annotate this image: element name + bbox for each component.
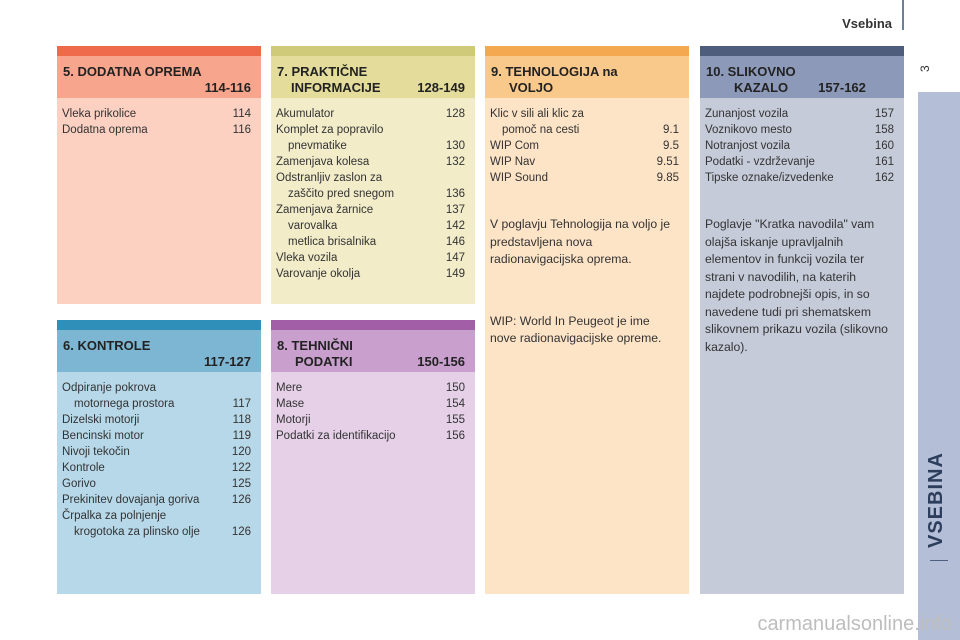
toc-page: 130 — [445, 140, 465, 152]
page-header-title: Vsebina — [842, 16, 892, 31]
toc-label: Mere — [276, 382, 303, 394]
toc-page: 147 — [445, 252, 465, 264]
toc-page — [439, 170, 465, 186]
section-9-header — [485, 56, 689, 98]
toc-label: Črpalka za polnjenje — [62, 510, 167, 522]
section-7 — [271, 46, 475, 304]
section-9-title-line1: 9. TEHNOLOGIJA na — [491, 64, 618, 79]
section-10-header — [700, 56, 904, 98]
toc-page: 9.85 — [656, 172, 679, 184]
section-5-pages: 114-116 — [204, 80, 251, 95]
toc-page: 114 — [232, 108, 251, 120]
toc-entry[interactable] — [62, 380, 251, 396]
side-tab-label: VSEBINA — [925, 452, 947, 548]
toc-label: Nivoji tekočin — [62, 446, 130, 458]
toc-label: Odstranljiv zaslon za — [276, 172, 383, 184]
toc-page: 126 — [231, 526, 251, 538]
toc-label: metlica brisalnika — [288, 236, 377, 248]
toc-label: Tipske oznake/izvedenke — [705, 172, 834, 184]
toc-entry[interactable] — [490, 106, 679, 122]
toc-entry[interactable] — [490, 122, 679, 138]
section-10 — [700, 46, 904, 594]
toc-label: Dodatna oprema — [62, 124, 148, 136]
section-7-pages: 128-149 — [417, 80, 465, 95]
section-6-bar — [57, 320, 261, 330]
toc-page: 136 — [445, 188, 465, 200]
toc-entry[interactable] — [276, 250, 465, 266]
toc-page: 119 — [232, 430, 251, 442]
toc-entry[interactable] — [276, 138, 465, 154]
toc-page: 137 — [445, 204, 465, 216]
toc-entry[interactable] — [62, 444, 251, 460]
toc-entry[interactable] — [705, 122, 894, 138]
toc-label: Zamenjava žarnice — [276, 204, 374, 216]
toc-page: 154 — [445, 398, 465, 410]
toc-page — [225, 380, 251, 396]
toc-label: Odpiranje pokrova — [62, 382, 156, 394]
section-7-bar — [271, 46, 475, 56]
section-10-body — [700, 98, 904, 594]
toc-entry[interactable] — [276, 122, 465, 138]
side-tab-tick — [930, 560, 948, 561]
section-8-body — [271, 372, 475, 594]
toc-page: 162 — [874, 172, 894, 184]
section-8 — [271, 320, 475, 594]
toc-entry[interactable] — [276, 266, 465, 282]
toc-entry[interactable] — [705, 170, 894, 186]
toc-label: Dizelski motorji — [62, 414, 140, 426]
toc-label: pomoč na cesti — [502, 124, 580, 136]
toc-entry[interactable] — [705, 138, 894, 154]
toc-entry[interactable] — [276, 154, 465, 170]
section-7-body — [271, 98, 475, 304]
toc-label: Kontrole — [62, 462, 105, 474]
toc-label: Prekinitev dovajanja goriva — [62, 494, 200, 506]
toc-page: 157 — [874, 108, 894, 120]
section-9-bar — [485, 46, 689, 56]
section-9-title-line2: VOLJO — [509, 80, 554, 95]
section-8-pages: 150-156 — [417, 354, 465, 369]
toc-page: 161 — [874, 156, 894, 168]
toc-page: 158 — [874, 124, 894, 136]
toc-label: WIP Nav — [490, 156, 536, 168]
toc-entry[interactable] — [62, 412, 251, 428]
toc-label: Podatki za identifikacijo — [276, 430, 396, 442]
section-9-paragraph-1: V poglavju Tehnologija na voljo je predstavljena nova radionavigacijska oprema. — [490, 217, 671, 266]
toc-page: 120 — [231, 446, 251, 458]
toc-entry[interactable] — [276, 428, 465, 444]
toc-label: Mase — [276, 398, 305, 410]
toc-label: Vleka prikolice — [62, 108, 137, 120]
toc-label: Zamenjava kolesa — [276, 156, 370, 168]
toc-entry[interactable] — [62, 492, 251, 508]
toc-page — [439, 122, 465, 138]
toc-page: 9.51 — [656, 156, 679, 168]
section-5-title: 5. DODATNA OPREMA — [63, 64, 202, 79]
toc-page: 9.5 — [663, 140, 679, 152]
section-7-title-line2: INFORMACIJE — [291, 80, 381, 95]
toc-page: 150 — [445, 382, 465, 394]
toc-entry[interactable] — [705, 106, 894, 122]
section-5 — [57, 46, 261, 304]
toc-label: pnevmatike — [288, 140, 347, 152]
toc-page: 118 — [232, 414, 251, 426]
section-6-body — [57, 372, 261, 594]
toc-label: Bencinski motor — [62, 430, 144, 442]
section-6-header — [57, 330, 261, 372]
toc-page: 155 — [445, 414, 465, 426]
toc-label: Varovanje okolja — [276, 268, 361, 280]
toc-entry[interactable] — [62, 396, 251, 412]
toc-page: 122 — [231, 462, 251, 474]
toc-label: Notranjost vozila — [705, 140, 791, 152]
toc-page: 126 — [231, 494, 251, 506]
toc-label: Akumulator — [276, 108, 335, 120]
section-7-title-line1: 7. PRAKTIČNE — [277, 64, 368, 79]
header-rule — [902, 0, 904, 30]
toc-entry[interactable] — [276, 234, 465, 250]
toc-label: varovalka — [288, 220, 338, 232]
toc-entry[interactable] — [276, 202, 465, 218]
section-5-header — [57, 56, 261, 98]
section-9 — [485, 46, 689, 594]
section-8-header — [271, 330, 475, 372]
toc-entry[interactable] — [490, 170, 679, 186]
toc-entry[interactable] — [62, 476, 251, 492]
page-number: 3 — [918, 65, 932, 72]
toc-entry[interactable] — [276, 396, 465, 412]
toc-page — [653, 106, 679, 122]
toc-label: Komplet za popravilo — [276, 124, 384, 136]
toc-entry[interactable] — [276, 106, 465, 122]
toc-page: 125 — [231, 478, 251, 490]
toc-page: 9.1 — [663, 124, 679, 136]
section-6-pages: 117-127 — [204, 354, 251, 369]
side-tab-label-wrap — [918, 452, 960, 558]
toc-label: motornega prostora — [74, 398, 175, 410]
toc-page: 116 — [232, 124, 251, 136]
section-9-paragraph-2: WIP: World In Peugeot je ime nove radionavigacijske opreme. — [490, 313, 662, 345]
toc-entry[interactable] — [62, 524, 251, 540]
toc-label: Voznikovo mesto — [705, 124, 792, 136]
toc-entry[interactable] — [276, 380, 465, 396]
section-10-title-line2: KAZALO — [734, 80, 789, 95]
toc-entry[interactable] — [705, 154, 894, 170]
toc-label: WIP Com — [490, 140, 539, 152]
toc-entry[interactable] — [276, 412, 465, 428]
section-6-title: 6. KONTROLE — [63, 338, 151, 353]
toc-entry[interactable] — [62, 428, 251, 444]
toc-page: 146 — [445, 236, 465, 248]
section-5-bar — [57, 46, 261, 56]
toc-page: 117 — [232, 398, 251, 410]
toc-label: Gorivo — [62, 478, 96, 490]
section-8-title-line2: PODATKI — [295, 354, 353, 369]
toc-entry[interactable] — [62, 122, 251, 138]
section-7-header — [271, 56, 475, 98]
toc-page: 132 — [445, 156, 465, 168]
watermark: carmanualsonline.info — [757, 613, 952, 635]
section-10-bar — [700, 46, 904, 56]
toc-page: 156 — [445, 430, 465, 442]
section-10-title-line1: 10. SLIKOVNO — [706, 64, 796, 79]
section-5-body — [57, 98, 261, 304]
section-8-bar — [271, 320, 475, 330]
toc-page: 128 — [445, 108, 465, 120]
toc-entry[interactable] — [62, 106, 251, 122]
toc-page — [225, 508, 251, 524]
section-9-body — [485, 98, 689, 594]
section-6 — [57, 320, 261, 594]
toc-entry[interactable] — [276, 218, 465, 234]
section-10-pages: 157-162 — [818, 80, 866, 95]
toc-label: Klic v sili ali klic za — [490, 108, 584, 120]
toc-entry[interactable] — [62, 508, 251, 524]
toc-label: Vleka vozila — [276, 252, 338, 264]
toc-entry[interactable] — [490, 154, 679, 170]
toc-page: 149 — [445, 268, 465, 280]
section-10-paragraph: Poglavje "Kratka navodila" vam olajša iskanje upravljalnih elementov in funkcij vozila ter strani v navodilih, na katerih najdete podrobnejši opis, in so navedene tudi pri shematskem slikovnem prikazu vozila (slikovno kazalo). — [705, 217, 888, 354]
toc-page: 142 — [445, 220, 465, 232]
toc-label: WIP Sound — [490, 172, 548, 184]
toc-page: 160 — [874, 140, 894, 152]
toc-entry[interactable] — [276, 186, 465, 202]
toc-label: Podatki - vzdrževanje — [705, 156, 815, 168]
toc-label: krogotoka za plinsko olje — [74, 526, 200, 538]
toc-label: Motorji — [276, 414, 311, 426]
toc-entry[interactable] — [62, 460, 251, 476]
section-8-title-line1: 8. TEHNIČNI — [277, 338, 353, 353]
toc-entry[interactable] — [276, 170, 465, 186]
toc-label: Zunanjost vozila — [705, 108, 789, 120]
toc-label: zaščito pred snegom — [288, 188, 395, 200]
toc-entry[interactable] — [490, 138, 679, 154]
